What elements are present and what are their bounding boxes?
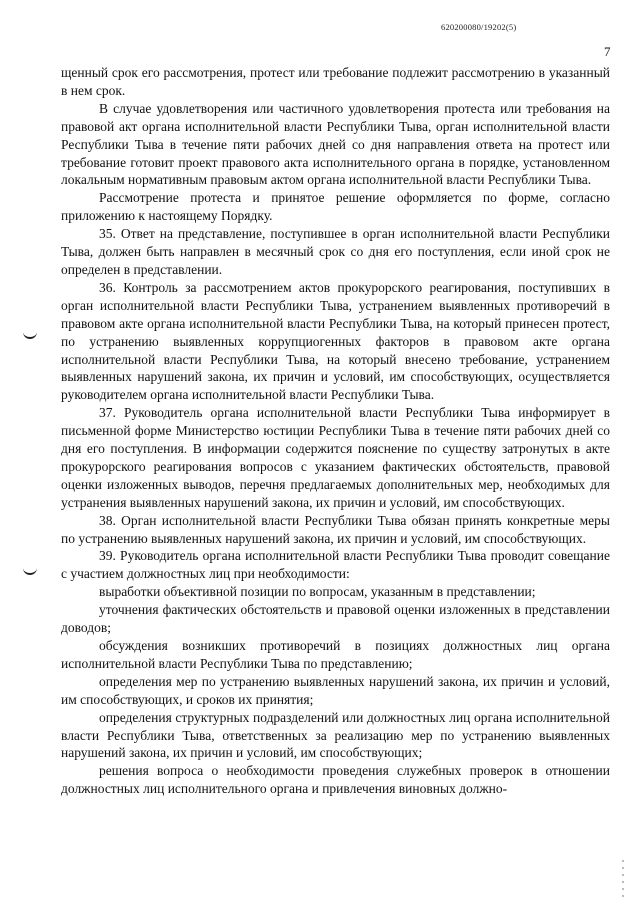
scan-artifact-dots (622, 860, 624, 900)
paragraph-continuation: щенный срок его рассмотрения, протест или требование подлежит рассмотрению в указанный в нем срок. (61, 65, 610, 98)
paragraph-37: 37. Руководитель органа исполнительной власти Республики Тыва информирует в письменной форме Министерство юстиции Республики Тыва в течение пяти рабочих дней со дня его поступления. В информации содержится пояснение по существу затронутых в акте прокурорского реагирования вопросов с указанием фактических обстоятельств, правовой оценки изложенных выводов, перечня предлагаемых дополнительных мер, необходимых для устранения выявленных нарушений закона, их причин и условий, им способствующих. (61, 405, 610, 510)
paragraph-35: 35. Ответ на представление, поступившее в орган исполнительной власти Республики Тыва, должен быть направлен в месячный срок со дня его поступления, если иной срок не определен в представлении. (61, 226, 610, 277)
list-item-define-measures: определения мер по устранению выявленных нарушений закона, их причин и условий, им способствующих, и сроков их принятия; (61, 673, 610, 707)
paragraph-protest-form: Рассмотрение протеста и принятое решение оформляется по форме, согласно приложению к настоящему Порядку. (61, 190, 610, 224)
paragraph-protest-satisfaction: В случае удовлетворения или частичного удовлетворения протеста или требования на правовой акт органа исполнительной власти Республики Тыва, орган исполнительной власти Республики Тыва в течение пяти рабочих дней со дня направления ответа на протест или требование готовит проект правового акта исполнительного органа в порядке, установленном локальным нормативным правовым актом органа исполнительной власти Республики Тыва. (61, 100, 610, 188)
document-body (61, 64, 610, 798)
margin-check-mark-icon (23, 330, 37, 339)
paragraph-39: 39. Руководитель органа исполнительной власти Республики Тыва проводит совещание с участием должностных лиц при необходимости: (61, 548, 610, 582)
page-number: 7 (604, 44, 611, 59)
document-id: 620200080/19202(5) (441, 22, 517, 32)
list-item-objective-position: выработки объективной позиции по вопросам, указанным в представлении; (99, 584, 536, 600)
paragraph-38: 38. Орган исполнительной власти Республики Тыва обязан принять конкретные меры по устранению выявленных нарушений закона, их причин и условий, им способствующих. (61, 512, 610, 546)
list-item-official-inspections: решения вопроса о необходимости проведения служебных проверок в отношении должностных лиц исполнительного органа и привлечения виновных должно- (61, 763, 610, 797)
list-item-define-responsible: определения структурных подразделений или должностных лиц органа исполнительной власти Республики Тыва, ответственных за реализацию мер по устранению выявленных нарушений закона, их причин и условий, им способствующих; (61, 709, 610, 761)
paragraph-36: 36. Контроль за рассмотрением актов прокурорского реагирования, поступивших в орган исполнительной власти Республики Тыва, устранением выявленных противоречий в правовом акте органа исполнительной власти Республики Тыва, на который принесен протест, по устранению выявленных коррупциогенных факторов в правовом акте органа исполнительной власти Республики Тыва, на который внесено требование, устранением выявленных нарушений закона, их причин и условий, им способствующих, осуществляется руководителем органа исполнительной власти Республики Тыва. (61, 279, 610, 403)
margin-check-mark-icon (23, 566, 37, 575)
list-item-discuss-contradictions: обсуждения возникших противоречий в позициях должностных лиц органа исполнительной власти Республики Тыва по представлению; (61, 638, 610, 671)
list-item-clarify-circumstances: уточнения фактических обстоятельств и правовой оценки изложенных в представлении доводов; (61, 602, 610, 636)
